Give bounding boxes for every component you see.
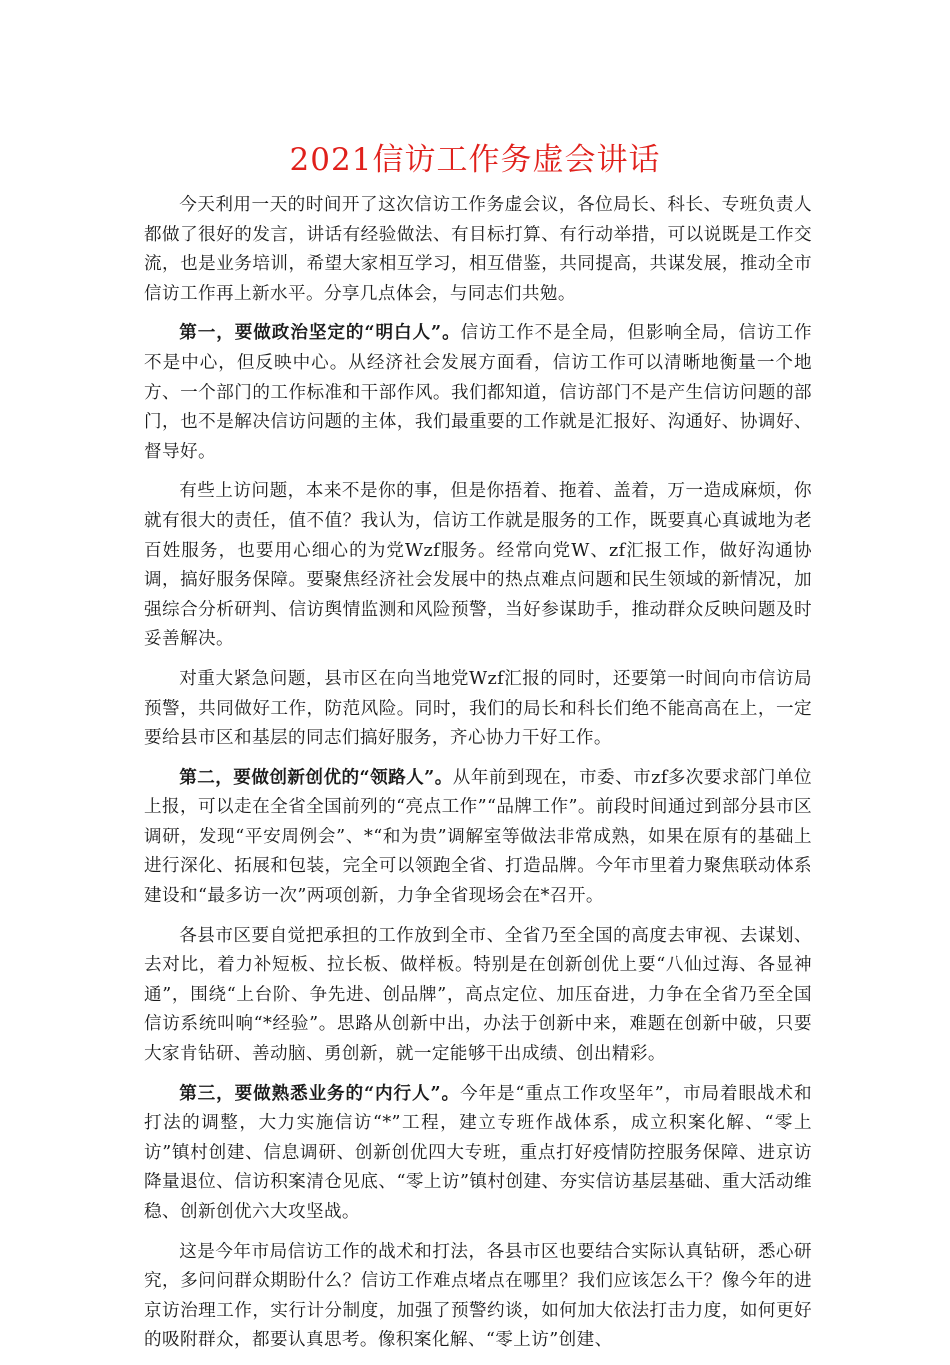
document-body bbox=[144, 190, 812, 1365]
paragraph-lead: 第三，要做熟悉业务的“内行人”。 bbox=[179, 1082, 460, 1104]
paragraph-text: 信访工作不是全局，但影响全局，信访工作不是中心，但反映中心。从经济社会发展方面看，信访工作可以清晰地衡量一个地方、一个部门的工作标准和干部作风。我们都知道，信访部门不是产生信访问题的部门，也不是解决信访问题的主体，我们最重要的工作就是汇报好、沟通好、协调好、督导好。 bbox=[144, 323, 812, 462]
document-title: 2021信访工作务虚会讲话 bbox=[289, 142, 661, 178]
paragraph bbox=[144, 190, 812, 309]
paragraph bbox=[144, 476, 812, 655]
paragraph-text: 有些上访问题，本来不是你的事，但是你捂着、拖着、盖着，万一造成麻烦，你就有很大的责任，值不值？我认为，信访工作就是服务的工作，既要真心真诚地为老百姓服务，也要用心细心的为党Wzf服务。经常向党W、zf汇报工作，做好沟通协调，搞好服务保障。要聚焦经济社会发展中的热点难点问题和民生领域的新情况，加强综合分析研判、信访舆情监测和风险预警，当好参谋助手，推动群众反映问题及时妥善解决。 bbox=[144, 481, 812, 650]
paragraph-text: 各县市区要自觉把承担的工作放到全市、全省乃至全国的高度去审视、去谋划、去对比，着力补短板、拉长板、做样板。特别是在创新创优上要“八仙过海、各显神通”，围绕“上台阶、争先进、创品牌”，高点定位、加压奋进，力争在全省乃至全国信访系统叫响“*经验”。思路从创新中出，办法于创新中来，难题在创新中破，只要大家肯钻研、善动脑、勇创新，就一定能够干出成绩、创出精彩。 bbox=[144, 925, 812, 1065]
paragraph-text: 对重大紧急问题，县市区在向当地党Wzf汇报的同时，还要第一时间向市信访局预警，共同做好工作，防范风险。同时，我们的局长和科长们绝不能高高在上，一定要给县市区和基层的同志们搞好服务，齐心协力干好工作。 bbox=[144, 668, 812, 749]
paragraph bbox=[144, 921, 812, 1070]
paragraph-text: 今天利用一天的时间开了这次信访工作务虚会议，各位局长、科长、专班负责人都做了很好的发言，讲话有经验做法、有目标打算、有行动举措，可以说既是工作交流，也是业务培训，希望大家相互学习，相互借鉴，共同提高，共谋发展，推动全市信访工作再上新水平。分享几点体会，与同志们共勉。 bbox=[144, 195, 812, 304]
paragraph-text: 今年是“重点工作攻坚年”，市局着眼战术和打法的调整，大力实施信访“*”工程，建立专班作战体系，成立积案化解、“零上访”镇村创建、信息调研、创新创优四大专班，重点打好疫情防控服务保障、进京访降量退位、信访积案清仓见底、“零上访”镇村创建、夯实信访基层基础、重大活动维稳、创新创优六大攻坚战。 bbox=[144, 1083, 812, 1222]
paragraph-lead: 第一，要做政治坚定的“明白人”。 bbox=[179, 322, 461, 344]
paragraph bbox=[144, 1079, 812, 1228]
paragraph bbox=[144, 763, 812, 912]
paragraph-lead: 第二，要做创新创优的“领路人”。 bbox=[179, 766, 453, 788]
paragraph bbox=[144, 1237, 812, 1356]
paragraph bbox=[144, 318, 812, 467]
paragraph-text: 从年前到现在，市委、市zf多次要求部门单位上报，可以走在全省全国前列的“亮点工作”“品牌工作”。前段时间通过到部分县市区调研，发现“平安周例会”、*“和为贵”调解室等做法非常成熟，如果在原有的基础上进行深化、拓展和包装，完全可以领跑全省、打造品牌。今年市里着力聚焦联动体系建设和“最多访一次”两项创新，力争全省现场会在*召开。 bbox=[144, 767, 812, 907]
paragraph bbox=[144, 664, 812, 754]
paragraph-text: 这是今年市局信访工作的战术和打法，各县市区也要结合实际认真钻研，悉心研究，多问问群众期盼什么？信访工作难点堵点在哪里？我们应该怎么干？像今年的进京访治理工作，实行计分制度，加强了预警约谈，如何加大依法打击力度，如何更好的吸附群众，都要认真思考。像积案化解、“零上访”创建、 bbox=[144, 1241, 812, 1351]
